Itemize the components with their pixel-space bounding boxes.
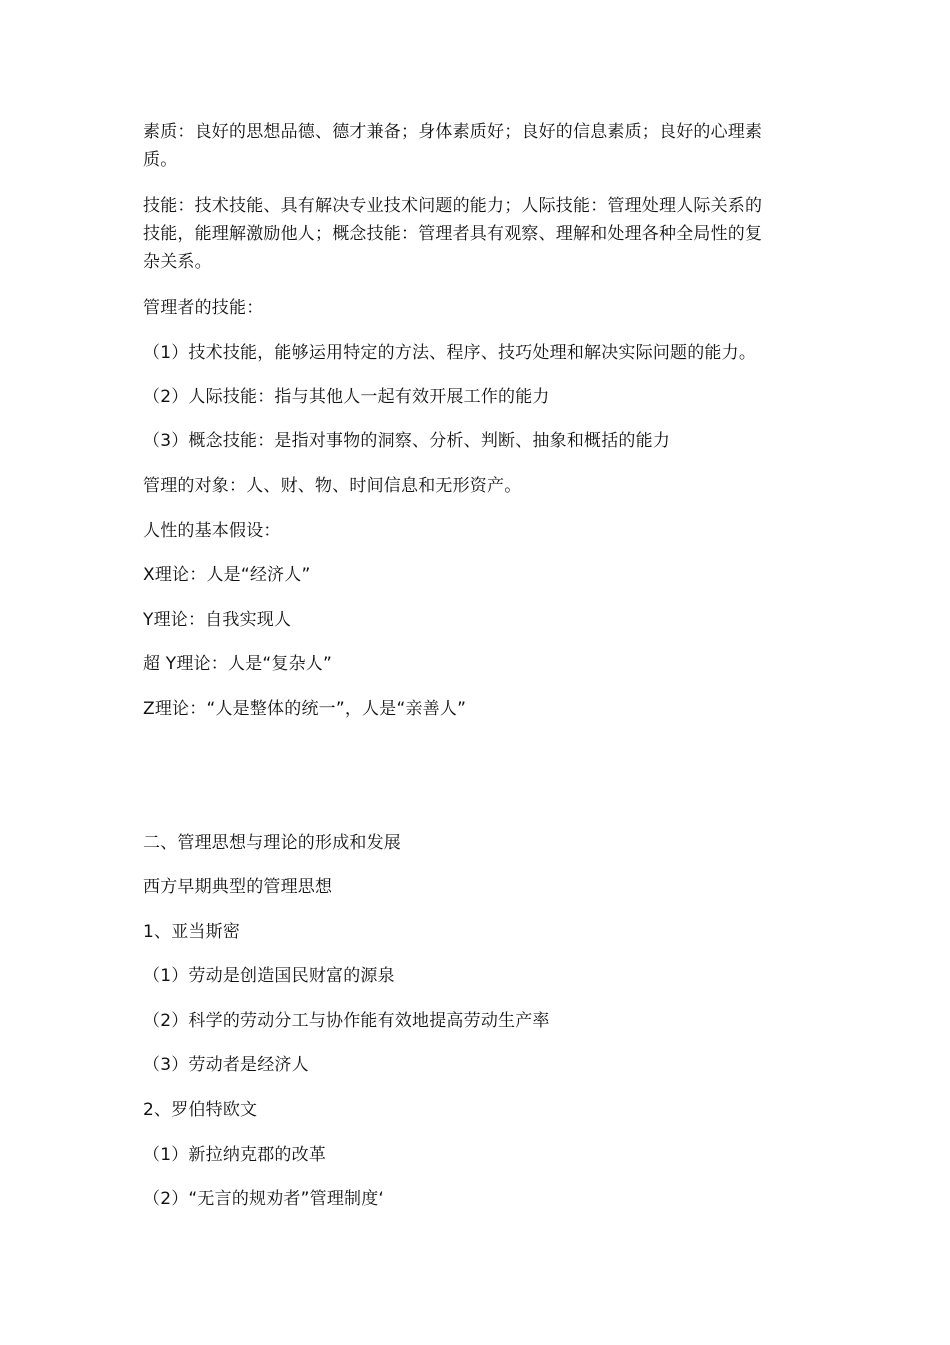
list-item-new-lanark: （1）新拉纳克郡的改革	[143, 1145, 327, 1165]
list-item-division-of-labor: （2）科学的劳动分工与协作能有效地提高劳动生产率	[143, 1011, 550, 1031]
theory-x: X理论：人是“经济人”	[143, 565, 311, 585]
list-item-interpersonal-skill: （2）人际技能：指与其他人一起有效开展工作的能力	[143, 387, 550, 407]
list-item-conceptual-skill: （3）概念技能：是指对事物的洞察、分析、判断、抽象和概括的能力	[143, 431, 671, 451]
list-item-labor-source: （1）劳动是创造国民财富的源泉	[143, 966, 395, 986]
list-item-economic-man: （3）劳动者是经济人	[143, 1055, 309, 1075]
subheading-western-early-thought: 西方早期典型的管理思想	[143, 877, 333, 897]
list-item-technical-skill: （1）技术技能，能够运用特定的方法、程序、技巧处理和解决实际问题的能力。	[143, 343, 757, 363]
paragraph-skills: 技能：技术技能、具有解决专业技术问题的能力；人际技能：管理处理人际关系的技能，能理解激励他人；概念技能：管理者具有观察、理解和处理各种全局性的复杂关系。	[143, 196, 763, 272]
heading-human-nature: 人性的基本假设：	[143, 521, 281, 541]
list-item-silent-monitor: （2）“无言的规劝者”管理制度‘	[143, 1189, 385, 1209]
paragraph-qualities: 素质：良好的思想品德、德才兼备；身体素质好；良好的信息素质；良好的心理素质。	[143, 122, 763, 170]
paragraph-management-objects: 管理的对象：人、财、物、时间信息和无形资产。	[143, 476, 522, 496]
theory-z: Z理论：“人是整体的统一”，人是“亲善人”	[143, 699, 467, 719]
section-heading-management-thought: 二、管理思想与理论的形成和发展	[143, 833, 401, 853]
item-robert-owen: 2、罗伯特欧文	[143, 1100, 258, 1120]
theory-y: Y理论：自我实现人	[143, 610, 292, 630]
item-adam-smith: 1、亚当斯密	[143, 922, 241, 942]
theory-super-y: 超 Y理论：人是“复杂人”	[143, 654, 333, 674]
heading-manager-skills: 管理者的技能：	[143, 298, 264, 318]
